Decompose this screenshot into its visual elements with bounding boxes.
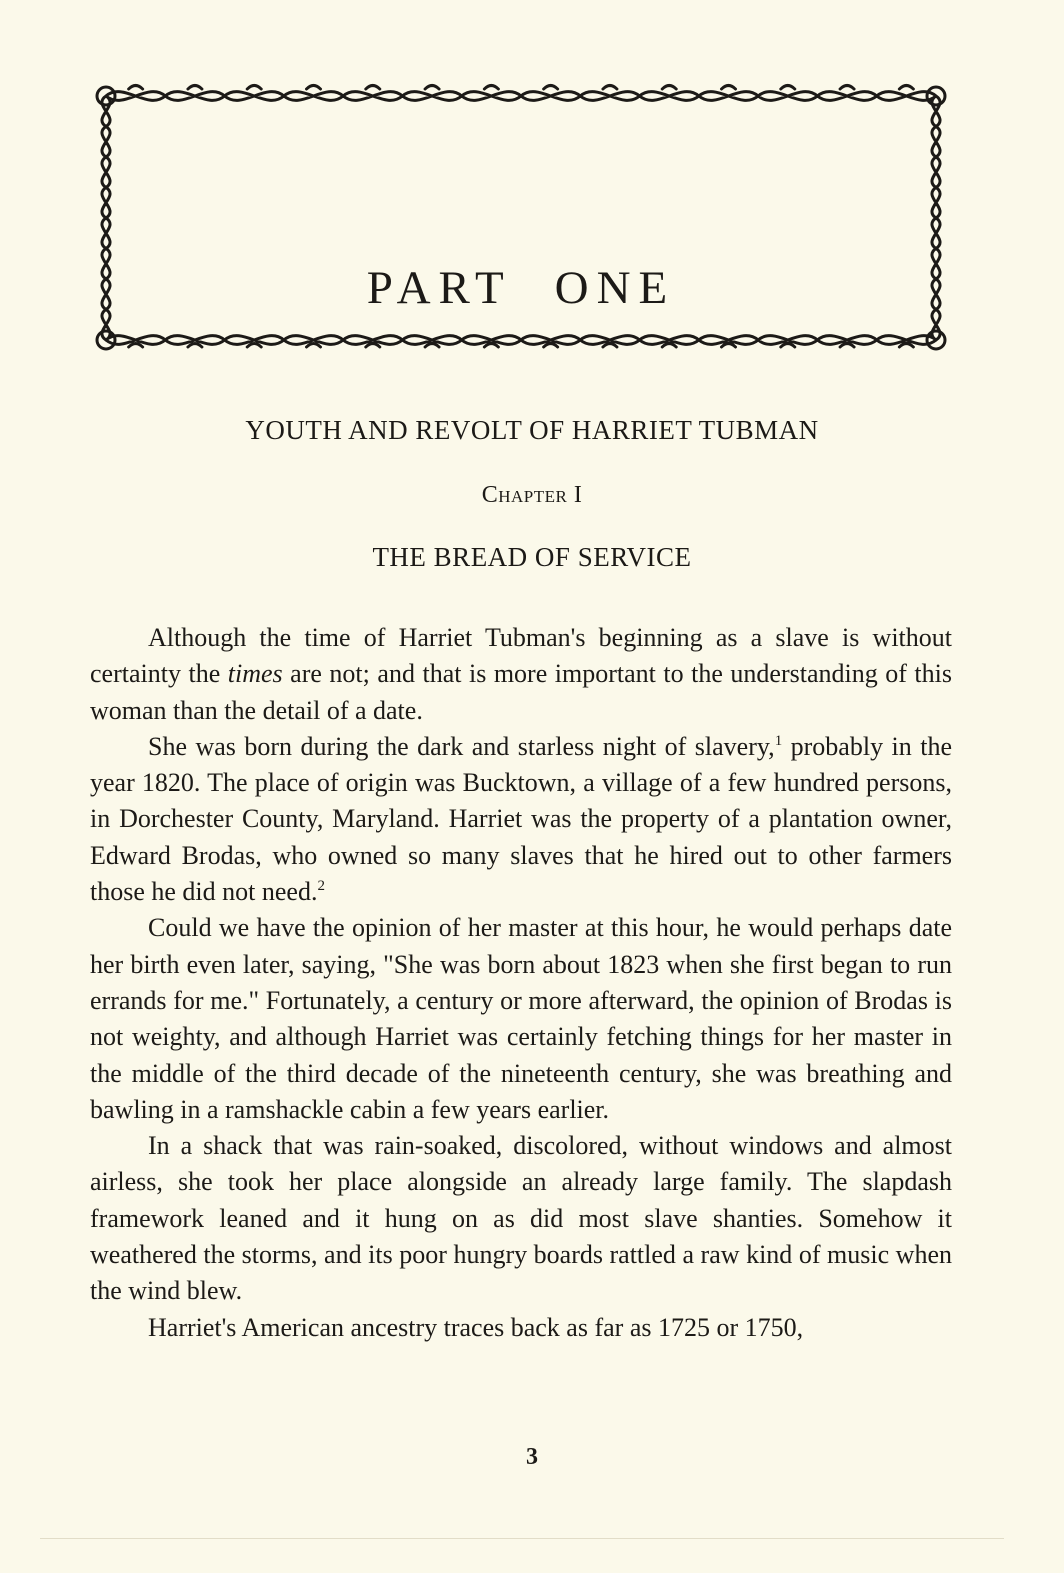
chapter-numeral: I <box>573 482 583 508</box>
chapter-word: Chapter <box>481 482 568 508</box>
paragraph-3: Could we have the opinion of her master at this hour, he would perhaps date her birth even later, saying, "She was born about 1823 when she first began to run errands for me." Fortunately, a century or more afterward, the opinion of Brodas is not weighty, and although Harriet was certainly fetching things for her master in the middle of the third decade of the nineteenth century, she was breathing and bawling in a ramshackle cabin a few years earlier. <box>90 913 952 1124</box>
paragraph-2: She was born during the dark and starless night of slavery,$^1$ probably in the year 1820. The place of origin was Bucktown, a village of a few hundred persons, in Dorchester County, Maryland. Harriet was the property of a plantation owner, Edward Brodas, who owned so many slaves that he hired out to other farmers those he did not need.$^2$ <box>90 731 952 907</box>
scan-edge-line <box>40 1538 1004 1539</box>
section-title: YOUTH AND REVOLT OF HARRIET TUBMAN <box>245 415 819 445</box>
chapter-title: THE BREAD OF SERVICE <box>372 542 692 572</box>
footnote-marker-2: 2 <box>317 878 325 895</box>
footnote-marker-1: 1 <box>774 732 783 749</box>
chapter-label <box>90 478 974 512</box>
part-title: PART ONE <box>366 262 676 314</box>
body-text <box>90 620 952 1346</box>
page-number: 3 <box>526 1444 538 1470</box>
paragraph-4: In a shack that was rain-soaked, discolored, without windows and almost airless, she took her place alongside an already large family. The slapdash framework leaned and it hung on as did most slave shanties. Somehow it weathered the storms, and its poor hungry boards rattled a raw kind of music when the wind blew. <box>90 1131 952 1306</box>
paragraph-1: Although the time of Harriet Tubman's beginning as a slave is without certainty the times are not; and that is more important to the understanding of this woman than the detail of a date. <box>90 623 952 725</box>
emphasis-times: times <box>227 659 283 689</box>
chain-border-ornament <box>88 78 954 358</box>
ornamental-title-frame <box>88 78 954 358</box>
paragraph-5: Harriet's American ancestry traces back as far as 1725 or 1750, <box>148 1312 804 1342</box>
